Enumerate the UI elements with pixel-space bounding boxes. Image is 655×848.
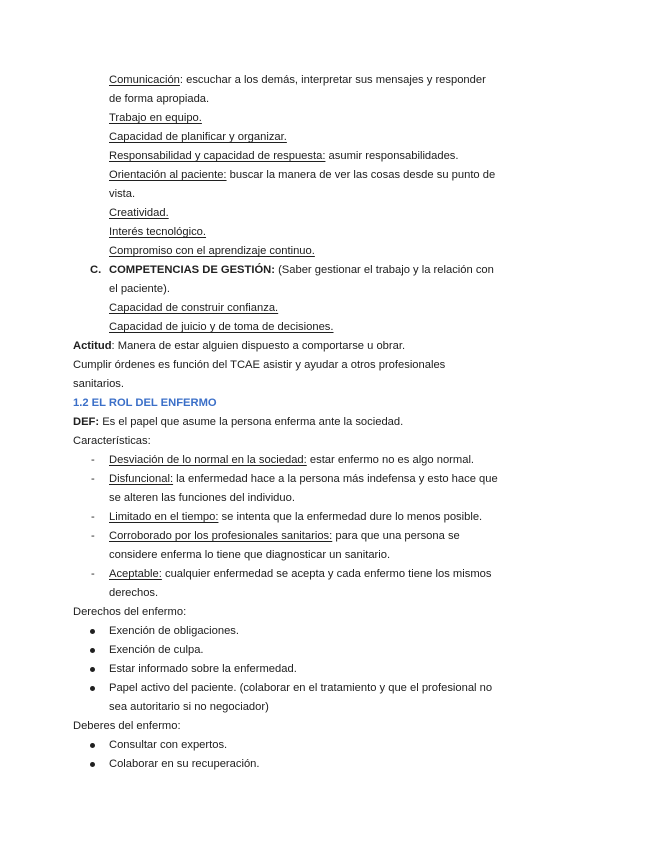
competency-item: Compromiso con el aprendizaje continuo.: [109, 245, 315, 257]
derecho-item-cont: sea autoritario si no negociador): [109, 701, 269, 713]
competency-item: Interés tecnológico.: [109, 226, 207, 238]
dash-marker: -: [91, 473, 95, 485]
competency-item: Comunicación: escuchar a los demás, interpretar sus mensajes y responder: [109, 74, 486, 86]
caracteristica-item-cont: considere enferma lo tiene que diagnosticar un sanitario.: [109, 549, 391, 561]
competency-item: Trabajo en equipo.: [109, 112, 202, 124]
bullet-icon: [90, 667, 95, 672]
dash-marker: -: [91, 454, 95, 466]
derecho-item: Papel activo del paciente. (colaborar en el tratamiento y que el profesional no: [73, 679, 533, 698]
definition: DEF: Es el papel que asume la persona enferma ante la sociedad.: [73, 416, 404, 428]
deber-item: Consultar con expertos.: [73, 736, 533, 755]
derecho-item: Estar informado sobre la enfermedad.: [73, 660, 533, 679]
derecho-item: Exención de obligaciones.: [73, 622, 533, 641]
bullet-icon: [90, 648, 95, 653]
caracteristicas-label: Características:: [73, 435, 151, 447]
competency-item-cont: de forma apropiada.: [109, 93, 210, 105]
caracteristica-item: - Corroborado por los profesionales sanitarios: para que una persona se: [73, 527, 533, 546]
section-c-header: C. COMPETENCIAS DE GESTIÓN: (Saber gestionar el trabajo y la relación con: [73, 261, 533, 280]
section-c-item: Capacidad de construir confianza.: [109, 302, 279, 314]
bullet-icon: [90, 743, 95, 748]
dash-marker: -: [91, 511, 95, 523]
actitud-paragraph: Actitud: Manera de estar alguien dispuesto a comportarse u obrar.: [73, 340, 406, 352]
dash-marker: -: [91, 530, 95, 542]
dash-marker: -: [91, 568, 95, 580]
caracteristica-item: - Aceptable: cualquier enfermedad se acepta y cada enfermo tiene los mismos: [73, 565, 533, 584]
competency-item: Responsabilidad y capacidad de respuesta: asumir responsabilidades.: [109, 150, 459, 162]
ordenes-paragraph-cont: sanitarios.: [73, 378, 124, 390]
deberes-label: Deberes del enfermo:: [73, 720, 181, 732]
section-heading: 1.2 EL ROL DEL ENFERMO: [73, 397, 217, 409]
section-c-cont: el paciente).: [109, 283, 170, 295]
derechos-label: Derechos del enfermo:: [73, 606, 187, 618]
caracteristica-item: - Desviación de lo normal en la sociedad: estar enfermo no es algo normal.: [73, 451, 533, 470]
bullet-icon: [90, 762, 95, 767]
caracteristica-item: - Disfuncional: la enfermedad hace a la persona más indefensa y esto hace que: [73, 470, 533, 489]
deber-item: Colaborar en su recuperación.: [73, 755, 533, 774]
caracteristica-item: - Limitado en el tiempo: se intenta que la enfermedad dure lo menos posible.: [73, 508, 533, 527]
document-content: [73, 71, 533, 774]
derecho-item: Exención de culpa.: [73, 641, 533, 660]
competency-item: Creatividad.: [109, 207, 169, 219]
competency-item: Capacidad de planificar y organizar.: [109, 131, 287, 143]
ordenes-paragraph: Cumplir órdenes es función del TCAE asistir y ayudar a otros profesionales: [73, 359, 446, 371]
caracteristica-item-cont: derechos.: [109, 587, 159, 599]
bullet-icon: [90, 629, 95, 634]
bullet-icon: [90, 686, 95, 691]
list-letter: C.: [90, 264, 102, 276]
competency-item-cont: vista.: [109, 188, 136, 200]
caracteristica-item-cont: se alteren las funciones del individuo.: [109, 492, 295, 504]
section-c-item: Capacidad de juicio y de toma de decisiones.: [109, 321, 334, 333]
competency-item: Orientación al paciente: buscar la manera de ver las cosas desde su punto de: [109, 169, 496, 181]
